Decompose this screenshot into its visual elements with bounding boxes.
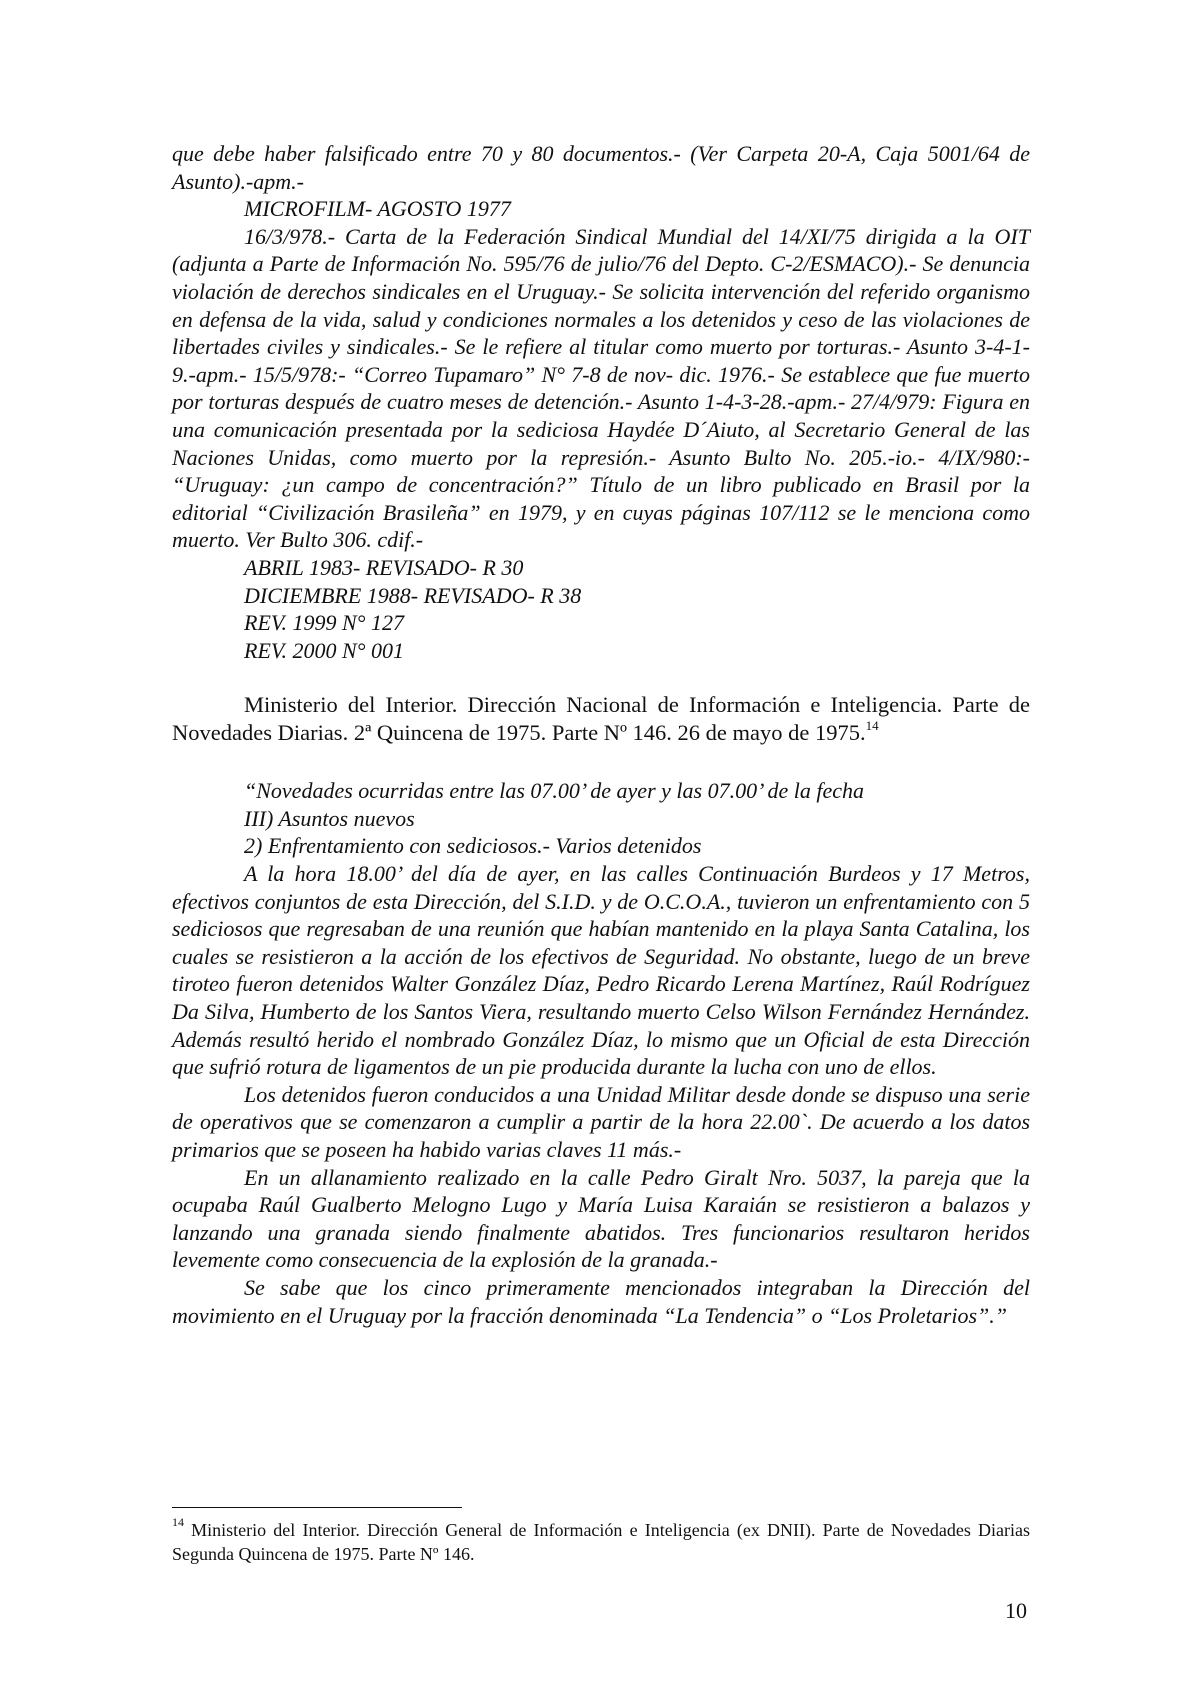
quote-section: III) Asuntos nuevos — [244, 805, 415, 831]
footnote — [172, 1515, 1030, 1566]
paragraph-documents: que debe haber falsificado entre 70 y 80 documentos.- (Ver Carpeta 20-A, Caja 5001/64 de Asunto).-apm.- — [172, 141, 1030, 194]
revision-line-2000: REV. 2000 N° 001 — [244, 637, 404, 663]
footnote-text: Ministerio del Interior. Dirección General de Información e Inteligencia (ex DNII). Parte de Novedades Diarias Segunda Quincena de 1975. Parte Nº 146. — [172, 1520, 1030, 1564]
footnote-separator — [172, 1507, 462, 1508]
revision-line-1988: DICIEMBRE 1988- REVISADO- R 38 — [244, 582, 582, 608]
paragraph-chronology: 16/3/978.- Carta de la Federación Sindical Mundial del 14/XI/75 dirigida a la OIT (adjunta a Parte de Información No. 595/76 de julio/76 del Depto. C-2/ESMACO).- Se denuncia violación de derechos sindicales en el Uruguay.- Se solicita intervención del referido organismo en defensa de la vida, salud y condiciones normales a los detenidos y ceso de las violaciones de libertades civiles y sindicales.- Se le refiere al titular como muerto por torturas.- Asunto 3-4-1-9.-apm.- 15/5/978:- “Correo Tupamaro” N° 7-8 de nov- dic. 1976.- Se establece que fue muerto por torturas después de cuatro meses de detención.- Asunto 1-4-3-28.-apm.- 27/4/979: Figura en una comunicación presentada por la sediciosa Haydée D´Aiuto, al Secretario General de las Naciones Unidas, como muerto por la represión.- Asunto Bulto No. 205.-io.- 4/IX/980:- “Uruguay: ¿un campo de concentración?” Título de un libro publicado en Brasil por la editorial “Civilización Brasileña” en 1979, y en cuyas páginas 107/112 se le menciona como muerto. Ver Bulto 306. cdif.- — [172, 223, 1030, 553]
source-paragraph — [172, 691, 1030, 747]
quote-heading: “Novedades ocurridas entre las 07.00’ de ayer y las 07.00’ de la fecha — [244, 778, 864, 804]
document-body — [172, 140, 1030, 1329]
page-number: 10 — [1005, 1598, 1027, 1623]
footnote-reference[interactable]: 14 — [865, 717, 879, 733]
quote-subsection: 2) Enfrentamiento con sediciosos.- Varios detenidos — [244, 833, 702, 859]
quote-paragraph-3: En un allanamiento realizado en la calle Pedro Giralt Nro. 5037, la pareja que la ocupaba Raúl Gualberto Melogno Lugo y María Luisa Karaián se resistieron a balazos y lanzando una granada siendo finalmente abatidos. Tres funcionarios resultaron heridos levemente como consecuencia de la explosión de la granada.- — [172, 1164, 1030, 1273]
spacer — [172, 747, 1030, 777]
source-text: Ministerio del Interior. Dirección Nacional de Información e Inteligencia. Parte de Novedades Diarias. 2ª Quincena de 1975. Parte Nº 146. 26 de mayo de 1975. — [172, 692, 1030, 746]
spacer — [172, 664, 1030, 691]
footnote-number: 14 — [172, 1515, 184, 1529]
quote-paragraph-1: A la hora 18.00’ del día de ayer, en las calles Continuación Burdeos y 17 Metros, efectivos conjuntos de esta Dirección, del S.I.D. y de O.C.O.A., tuvieron un enfrentamiento con 5 sediciosos que regresaban de una reunión que habían mantenido en la playa Santa Catalina, los cuales se resistieron a la acción de los efectivos de Seguridad. No obstante, luego de un breve tiroteo fueron detenidos Walter González Díaz, Pedro Ricardo Lerena Martínez, Raúl Rodríguez Da Silva, Humberto de los Santos Viera, resultando muerto Celso Wilson Fernández Hernández. Además resultó herido el nombrado González Díaz, lo mismo que un Oficial de esta Dirección que sufrió rotura de ligamentos de un pie producida durante la lucha con uno de ellos. — [172, 861, 1030, 1080]
quote-paragraph-4: Se sabe que los cinco primeramente mencionados integraban la Dirección del movimiento en el Uruguay por la fracción denominada “La Tendencia” o “Los Proletarios”.” — [172, 1274, 1030, 1328]
revision-line-1983: ABRIL 1983- REVISADO- R 30 — [244, 554, 524, 580]
revision-line-1999: REV. 1999 N° 127 — [244, 610, 404, 636]
microfilm-line: MICROFILM- AGOSTO 1977 — [244, 196, 511, 222]
quote-paragraph-2: Los detenidos fueron conducidos a una Unidad Militar desde donde se dispuso una serie de operativos que se comenzaron a cumplir a partir de la hora 22.00`. De acuerdo a los datos primarios que se poseen ha habido varias claves 11 más.- — [172, 1081, 1030, 1162]
